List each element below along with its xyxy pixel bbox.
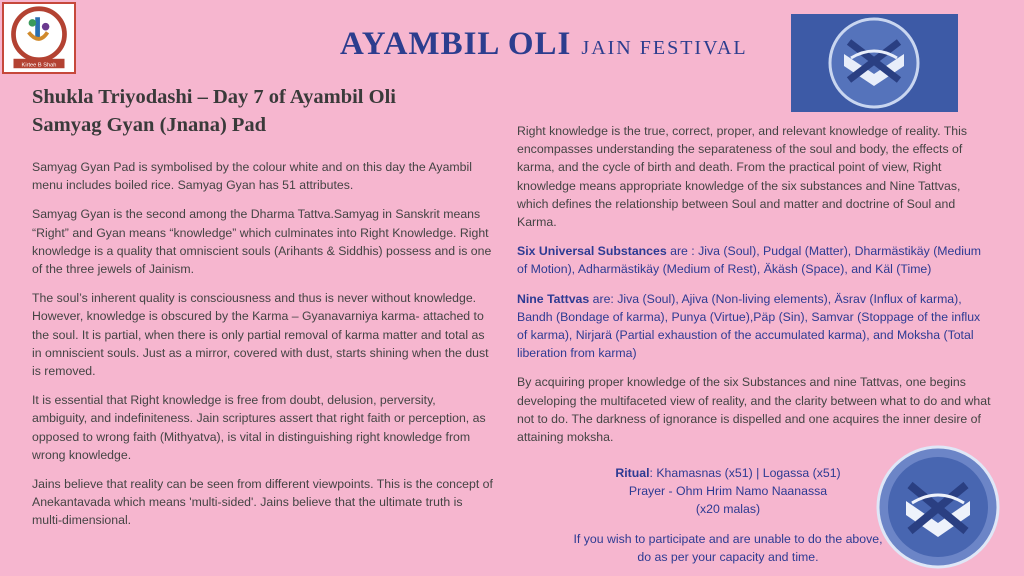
left-paragraph-2: Samyag Gyan is the second among the Dharma Tattva.Samyag in Sanskrit means “Right” and Gyan means “knowledge” which culminates into Right Knowledge. Right knowledge is a quality that omniscient souls (Arihants & Siddhis) possess and is one of the three jewels of Jainism. [32,207,492,277]
left-paragraph-4: It is essential that Right knowledge is free from doubt, delusion, perversity, ambiguity, and indefiniteness. Jain scriptures assert that right faith or perception, as opposed to wrong faith (Mithyatva), is vital in distinguishing right knowledge from wrong knowledge. [32,393,486,462]
six-substances-text: are : Jiva (Soul), Pudgal (Matter), Dharmästikäy (Medium of Motion), Adharmästikäy (Medium of Rest), Äkäsh (Space), and Käl (Time) [517,244,982,277]
logo [2,2,76,74]
ritual-line [566,464,890,482]
nine-tattvas [517,290,992,363]
left-paragraph-5: Jains believe that reality can be seen from different viewpoints. This is the concept of Anekantavada which means 'multi-sided'. Jains believe that the ultimate truth is multi-dimensional. [32,477,493,528]
book-emblem-image [791,14,958,112]
left-column [32,158,494,541]
book-emblem-round-image [876,445,1000,569]
day-heading: Shukla Triyodashi – Day 7 of Ayambil Oli [32,86,396,108]
six-substances-label: Six Universal Substances [517,244,667,259]
left-paragraph-1: Samyag Gyan Pad is symbolised by the colour white and on this day the Ayambil menu includes boiled rice. Samyag Gyan has 51 attributes. [32,160,472,193]
left-paragraph-3: The soul’s inherent quality is consciousness and thus is never without knowledge. However, knowledge is obscured by the Karma – Gyanavarniya karma- attached to the soul. It is partial, when there is only partial removal of karma matter and total as in omniscient souls. Just as a mirror, covered with dust, starts shining when the dust is removed. [32,291,489,379]
right-intro: Right knowledge is the true, correct, proper, and relevant knowledge of reality. This encompasses understanding the separateness of the soul and body, the effects of karma, and the cycle of birth and death. From the practical point of view, Right knowledge means appropriate knowledge of the six substances and Nine Tattvas, which defines the relationship between Soul and matter and doctrine of Soul and Karma. [517,124,967,230]
logo-caption: Kirtee B Shah [21,62,57,69]
nine-tattvas-text: are: Jiva (Soul), Ajiva (Non-living elements), Äsrav (Influx of karma), Bandh (Bondage of karma), Punya (Virtue),Päp (Sin), Samvar (Stoppage of the influx of karma), Nirjarä (Partial exhaustion of the accumulated karma), and Moksha (Total liberation from karma) [517,291,981,361]
ritual-text: : Khamasnas (x51) | Logassa (x51) [649,466,841,480]
open-book-round-icon [876,445,1000,569]
right-closing: By acquiring proper knowledge of the six Substances and nine Tattvas, one begins developing the multifaceted view of reality, and the clarity between what to do and what not to do. The darkness of ignorance is dispelled and one acquires the inner desire of attaining moksha. [517,375,991,445]
ritual-label: Ritual [615,466,650,480]
six-substances [517,242,992,278]
right-column [517,122,992,457]
malas-line: (x20 malas) [695,502,761,517]
prayer-line: Prayer - Ohm Hrim Namo Naanassa [628,484,828,499]
page-subtitle: JAIN FESTIVAL [581,37,748,59]
participation-note: If you wish to participate and are unable to do the above, do as per your capacity and time. [573,532,883,565]
nine-tattvas-label: Nine Tattvas [517,291,590,306]
page-title: AYAMBIL OLI [340,26,572,62]
ritual-block [566,464,890,519]
page-header [340,26,748,66]
jain-symbol-logo-icon [4,4,74,72]
open-book-icon [791,14,958,112]
pad-heading: Samyag Gyan (Jnana) Pad [32,114,267,136]
